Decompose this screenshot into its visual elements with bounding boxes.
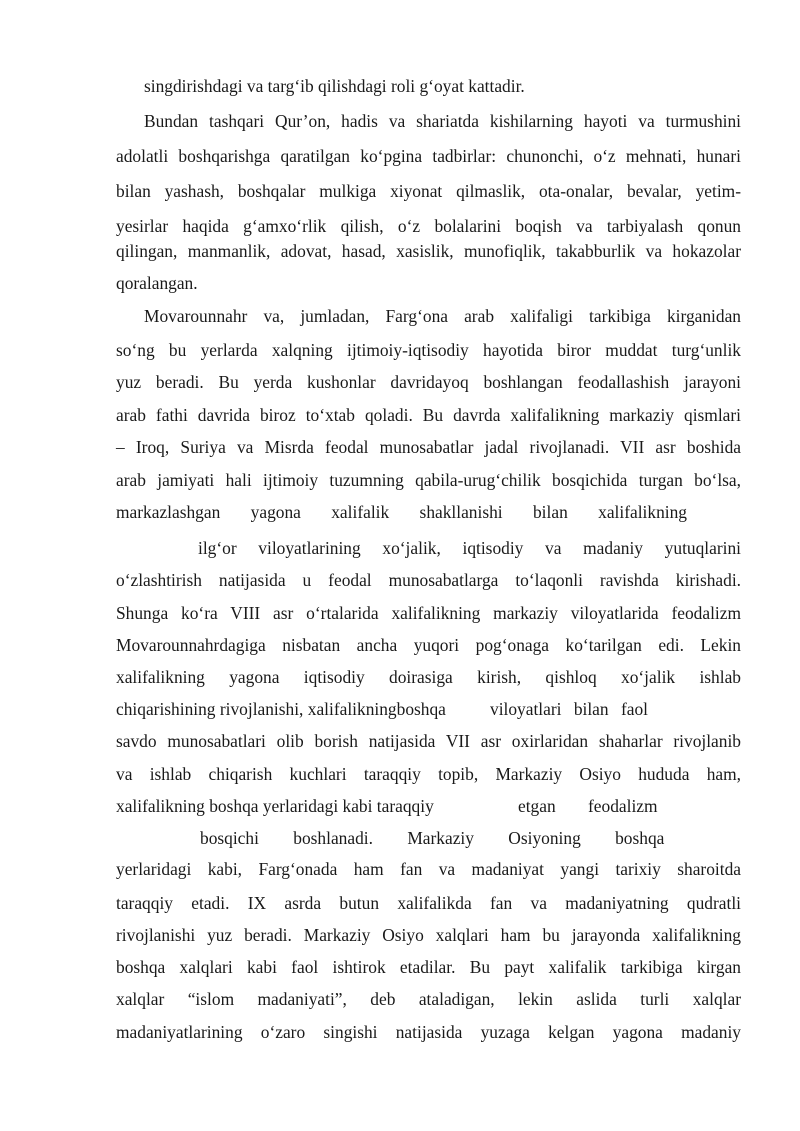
text-segment: xalifalikning boshqa yerlaridagi kabi taraqqiy: [116, 796, 434, 816]
text-line: markazlashgan yagona xalifalik shakllanishi bilan xalifalikning: [116, 502, 687, 522]
text-line: yuz beradi. Bu yerda kushonlar davridayoq boshlangan feodallashish jarayoni: [116, 372, 741, 392]
text-line: o‘zlashtirish natijasida u feodal munosabatlarga to‘laqonli ravishda kirishadi.: [116, 570, 741, 590]
text-line: taraqqiy etadi. IX asrda butun xalifalikda fan va madaniyatning qudratli: [116, 893, 741, 913]
text-line: Movarounnahr va, jumladan, Farg‘ona arab xalifaligi tarkibiga kirganidan: [144, 306, 741, 326]
text-line: yesirlar haqida g‘amxo‘rlik qilish, o‘z bolalarini boqish va tarbiyalash qonun: [116, 216, 741, 236]
text-line: yerlaridagi kabi, Farg‘onada ham fan va madaniyat yangi tarixiy sharoitda: [116, 859, 741, 879]
text-line: va ishlab chiqarish kuchlari taraqqiy topib, Markaziy Osiyo hududa ham,: [116, 764, 741, 784]
text-line: boshqa xalqlari kabi faol ishtirok etadilar. Bu payt xalifalik tarkibiga kirgan: [116, 957, 741, 977]
text-line: arab fathi davrida biroz to‘xtab qoladi. Bu davrda xalifalikning markaziy qismlari: [116, 405, 741, 425]
text-segment: bosqichi boshlanadi. Markaziy Osiyoning boshqa: [200, 828, 665, 848]
text-line: qilingan, manmanlik, adovat, hasad, xasislik, munofiqlik, takabburlik va hokazolar: [116, 241, 741, 261]
text-segment: viloyatlari bilan faol: [490, 699, 648, 719]
text-line: Bundan tashqari Qur’on, hadis va shariatda kishilarning hayoti va turmushini: [144, 111, 741, 131]
text-segment: etgan feodalizm: [518, 796, 658, 816]
text-line: bilan yashash, boshqalar mulkiga xiyonat qilmaslik, ota-onalar, bevalar, yetim-: [116, 181, 741, 201]
text-line: qoralangan.: [116, 273, 198, 293]
text-line: xalqlar “islom madaniyati”, deb ataladigan, lekin aslida turli xalqlar: [116, 989, 741, 1009]
text-line: Shunga ko‘ra VIII asr o‘rtalarida xalifalikning markaziy viloyatlarida feodalizm: [116, 603, 741, 623]
text-line: – Iroq, Suriya va Misrda feodal munosabatlar jadal rivojlanadi. VII asr boshida: [116, 437, 741, 457]
text-line: arab jamiyati hali ijtimoiy tuzumning qabila-urug‘chilik bosqichida turgan bo‘lsa,: [116, 470, 741, 490]
text-line: savdo munosabatlari olib borish natijasida VII asr oxirlaridan shaharlar rivojlanib: [116, 731, 741, 751]
text-line: adolatli boshqarishga qaratilgan ko‘pgina tadbirlar: chunonchi, o‘z mehnati, hunari: [116, 146, 741, 166]
text-line: madaniyatlarining o‘zaro singishi natijasida yuzaga kelgan yagona madaniy: [116, 1022, 741, 1042]
text-line: so‘ng bu yerlarda xalqning ijtimoiy-iqtisodiy hayotida biror muddat turg‘unlik: [116, 340, 741, 360]
text-line: singdirishdagi va targ‘ib qilishdagi roli g‘oyat kattadir.: [144, 76, 525, 96]
text-line: xalifalikning yagona iqtisodiy doirasiga kirish, qishloq xo‘jalik ishlab: [116, 667, 741, 687]
text-segment: chiqarishining rivojlanishi, xalifalikningboshqa: [116, 699, 446, 719]
text-line: rivojlanishi yuz beradi. Markaziy Osiyo xalqlari ham bu jarayonda xalifalikning: [116, 925, 741, 945]
text-line: ilg‘or viloyatlarining xo‘jalik, iqtisodiy va madaniy yutuqlarini: [198, 538, 741, 558]
text-line: Movarounnahrdagiga nisbatan ancha yuqori pog‘onaga ko‘tarilgan edi. Lekin: [116, 635, 741, 655]
